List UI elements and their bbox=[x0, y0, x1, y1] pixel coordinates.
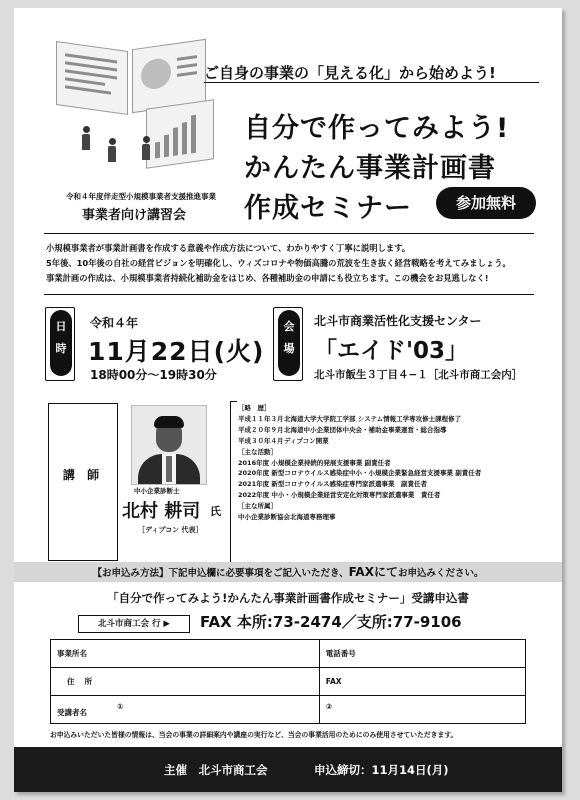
career-item: 平成２０年９月北海道中小企業団体中央会・補助金事業運営・総合指導 bbox=[238, 425, 447, 434]
person-icon bbox=[108, 138, 116, 162]
activity-item: 2016年度 小規模企業持続的発展支援事業 副責任者 bbox=[238, 458, 391, 467]
program-name: 令和４年度伴走型小規模事業者支援推進事業 bbox=[66, 192, 216, 201]
person-icon bbox=[142, 136, 150, 160]
deadline: 申込締切：11月14日(月) bbox=[314, 763, 449, 777]
event-type: 事業者向け講習会 bbox=[82, 208, 187, 223]
divider bbox=[204, 82, 539, 83]
speaker-honorific: 氏 bbox=[210, 505, 221, 518]
phone-field[interactable]: 電話番号 bbox=[319, 640, 525, 668]
intro-line: 事業計画の作成は、小規模事業者持続化補助金をはじめ、各種補助金の申請にも役立ちます。この機会をお見逃しなく! bbox=[46, 273, 489, 283]
career-heading: ［略 歴］ bbox=[238, 404, 271, 412]
business-chart-illustration bbox=[54, 38, 224, 188]
speaker-name: 北村 耕司 bbox=[122, 501, 201, 522]
speaker-label-box bbox=[48, 403, 118, 561]
member-item: 中小企業診断協会北海道専務理事 bbox=[238, 513, 336, 522]
apply-instructions: 【お申込み方法】下記申込欄に必要事項をご記入いただき、FAXにてお申込みください。 bbox=[14, 562, 562, 582]
footer bbox=[14, 747, 562, 792]
form-title: 「自分で作ってみよう!かんたん事業計画書作成セミナー」受講申込書 bbox=[107, 591, 469, 605]
activity-heading: ［主な活動］ bbox=[238, 447, 277, 456]
career-item: 平成３０年４月ディプコン開業 bbox=[238, 436, 329, 445]
venue-label: 会 場 bbox=[278, 310, 300, 376]
date-day: 11月22日(火) bbox=[88, 337, 265, 366]
career-item: 平成１１年３月北海道大学大学院工学部 システム情報工学専攻修士課程修了 bbox=[238, 414, 462, 423]
speaker-affiliation: ［ディプコン 代表］ bbox=[138, 526, 203, 534]
intro-line: 小規模事業者が事業計画書を作成する意義や作成方法について、わかりやすく丁寧に説明します。 bbox=[46, 243, 411, 253]
fax-recipient: 北斗市商工会 行 ▶ bbox=[78, 615, 190, 633]
intro-line: 5年後、10年後の自社の経営ビジョンを明確化し、ウィズコロナや物価高騰の荒波を生き抜く経営戦略を考えてみましょう。 bbox=[46, 258, 511, 268]
address-field[interactable]: 住 所 bbox=[51, 668, 320, 696]
attendee-2-field[interactable]: ② bbox=[319, 696, 525, 724]
divider bbox=[44, 294, 534, 295]
member-heading: ［主な所属］ bbox=[238, 502, 277, 511]
career-bracket bbox=[230, 401, 237, 563]
venue-name: 「エイド'03」 bbox=[314, 338, 469, 364]
date-label: 日 時 bbox=[50, 310, 72, 376]
fax-numbers: FAX 本所:73-2474／支所:77-9106 bbox=[200, 613, 462, 631]
privacy-note: お申込みいただいた皆様の情報は、当会の事業の詳細案内や講座の実行など、当会の事業活用のためにのみ使用させていただきます。 bbox=[50, 731, 458, 739]
flyer-page bbox=[14, 8, 562, 792]
activity-item: 2021年度 新型コロナウイルス感染症専門家派遣事業 副責任者 bbox=[238, 480, 427, 489]
application-form bbox=[50, 639, 526, 724]
divider bbox=[44, 233, 534, 234]
host: 主催 北斗市商工会 bbox=[164, 763, 268, 777]
speaker-certification: 中小企業診断士 bbox=[134, 487, 180, 495]
activity-item: 2022年度 中小・小規模企業経営安定化対策専門家派遣事業 責任者 bbox=[238, 491, 441, 500]
catch-copy: ご自身の事業の「見える化」から始めよう! bbox=[204, 64, 496, 82]
business-name-field[interactable]: 事業所名 bbox=[51, 640, 320, 668]
speaker-photo bbox=[131, 405, 207, 485]
attendee-1-field[interactable]: 受講者名 ① bbox=[51, 696, 320, 724]
speaker-career bbox=[238, 403, 538, 523]
title-line-3: 作成セミナー bbox=[244, 193, 412, 224]
free-badge: 参加無料 bbox=[436, 187, 536, 219]
person-icon bbox=[82, 126, 90, 150]
venue-address: 北斗市飯生３丁目４−１［北斗市商工会内］ bbox=[314, 369, 523, 381]
title-line-2: かんたん事業計画書 bbox=[244, 153, 496, 184]
venue-org: 北斗市商業活性化支援センター bbox=[314, 314, 482, 328]
date-year: 令和４年 bbox=[90, 316, 139, 330]
speaker-label: 講 師 bbox=[62, 468, 104, 482]
date-time: 18時00分～19時30分 bbox=[90, 368, 217, 382]
title-line-1: 自分で作ってみよう! bbox=[244, 113, 510, 144]
intro-text bbox=[46, 241, 536, 286]
activity-item: 2020年度 新型コロナウイルス感染症中小・小規模企業緊急経営支援事業 副責任者 bbox=[238, 469, 482, 478]
fax-field[interactable]: FAX bbox=[319, 668, 525, 696]
